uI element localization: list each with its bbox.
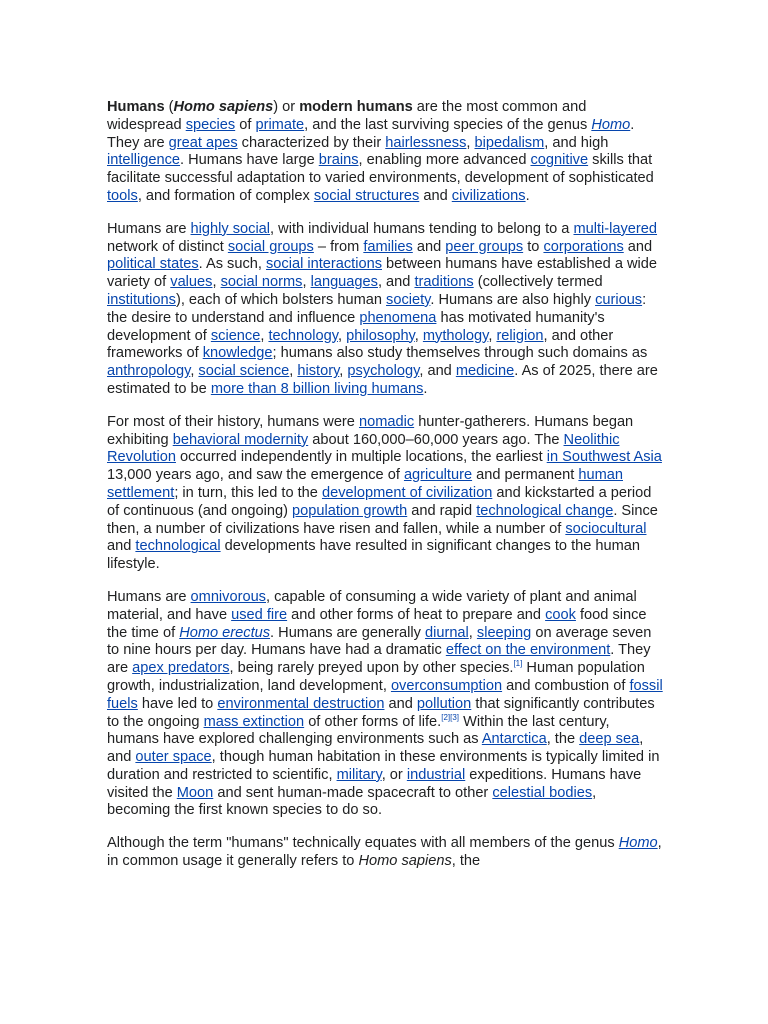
text: , [337, 327, 347, 344]
article-body [107, 99, 663, 886]
link-peer-groups[interactable]: peer groups [445, 238, 524, 255]
text: , [488, 327, 497, 344]
text: , capable of consuming a wide variety of plant and animal material, and have [107, 588, 637, 623]
text: . Humans are also highly [430, 291, 596, 308]
text: , enabling more advanced [358, 152, 531, 169]
text: and other forms of heat to prepare and [287, 606, 546, 623]
link-omnivorous[interactable]: omnivorous [190, 588, 266, 605]
link-psychology[interactable]: psychology [347, 363, 420, 380]
text: and [412, 238, 446, 255]
text: expeditions. Humans have visited the [107, 766, 642, 801]
text: , [414, 327, 423, 344]
text: ) or [273, 99, 300, 115]
link-cook[interactable]: cook [545, 606, 576, 623]
text: skills that facilitate successful adaptation to varied environments, development of sophisticated [107, 152, 654, 187]
text: and permanent [472, 467, 579, 484]
link-effect-on-environment[interactable]: effect on the environment [445, 642, 611, 659]
text: , and [419, 363, 456, 380]
text: food since the time of [107, 606, 647, 641]
text: , and other frameworks of [107, 327, 614, 362]
text: . As of 2025, there are estimated to be [107, 363, 658, 397]
text: , the [451, 853, 481, 870]
link-technological[interactable]: technological [135, 538, 221, 555]
text: ( [164, 99, 174, 115]
link-military[interactable]: military [336, 766, 382, 783]
text: have led to [137, 695, 218, 712]
text: For most of their history, humans were [107, 413, 359, 430]
text: occurred independently in multiple locations, the earliest [175, 449, 547, 466]
text: , [289, 363, 298, 380]
text: . They are [107, 116, 635, 151]
link-cognitive[interactable]: cognitive [530, 152, 589, 169]
text: Although the term "humans" technically equates with all members of the genus [107, 835, 619, 852]
text: , the [546, 731, 580, 748]
link-nomadic[interactable]: nomadic [358, 413, 415, 430]
text: , becoming the first known species to do so. [107, 784, 597, 819]
text: ; humans also study themselves through such domains as [272, 345, 648, 362]
link-behavioral-modernity[interactable]: behavioral modernity [172, 431, 309, 448]
link-religion[interactable]: religion [496, 327, 544, 344]
text: . [525, 187, 530, 204]
text: . They are [107, 642, 651, 677]
link-homo-erectus[interactable] [179, 625, 270, 641]
link-knowledge[interactable]: knowledge [202, 345, 273, 362]
link-mythology[interactable]: mythology [422, 327, 489, 344]
link-political-states[interactable]: political states [107, 256, 199, 273]
link-pollution[interactable]: pollution [416, 695, 472, 712]
text: . [423, 380, 428, 397]
link-science[interactable]: science [210, 327, 261, 344]
text: 13,000 years ago, and saw the emergence of [107, 467, 404, 484]
link-intelligence[interactable]: intelligence [107, 152, 181, 169]
link-development-of-civilization[interactable]: development of civilization [321, 484, 493, 501]
link-hairlessness[interactable]: hairlessness [385, 134, 467, 151]
link-anthropology[interactable]: anthropology [107, 363, 191, 380]
text: : the desire to understand and influence [107, 291, 647, 326]
text: and rapid [407, 502, 477, 519]
link-species[interactable]: species [185, 116, 236, 133]
link-families[interactable]: families [363, 238, 413, 255]
link-technological-change[interactable]: technological change [476, 502, 614, 519]
text: . As such, [198, 256, 266, 273]
text: , [212, 274, 221, 291]
link-apex-predators[interactable]: apex predators [132, 660, 230, 677]
text: Within the last century, humans have explored challenging environments such as [107, 713, 610, 748]
italic-term: Homo sapiens [173, 99, 274, 115]
bold-term [174, 99, 274, 115]
text: and [419, 187, 452, 204]
link-social-science[interactable]: social science [198, 363, 290, 380]
text: that significantly contributes to the ongoing [107, 695, 655, 730]
link-homo[interactable] [591, 117, 630, 133]
link-overconsumption[interactable]: overconsumption [390, 677, 503, 694]
text: on average seven to nine hours per day. Humans have had a dramatic [107, 624, 652, 659]
text: characterized by their [237, 134, 386, 151]
reference-marker[interactable]: [1] [513, 659, 523, 669]
text: and [623, 238, 653, 255]
text: and sent human-made spacecraft to other [213, 784, 493, 801]
text: network of distinct [107, 238, 228, 255]
link-sleeping[interactable]: sleeping [476, 624, 532, 641]
link-primate[interactable]: primate [255, 116, 305, 133]
text: . Since then, a number of civilizations have risen and fallen, while a number of [107, 502, 658, 537]
link-used-fire[interactable]: used fire [231, 606, 288, 623]
paragraph-history [107, 414, 663, 574]
link-history[interactable]: history [297, 363, 340, 380]
link-label: Homo erectus [179, 624, 271, 641]
text: , [339, 363, 348, 380]
link-antarctica[interactable]: Antarctica [481, 731, 547, 748]
link-bipedalism[interactable]: bipedalism [474, 134, 545, 151]
link-outer-space[interactable]: outer space [135, 749, 212, 766]
text: are the most common and widespread [107, 99, 587, 133]
link-mass-extinction[interactable]: mass extinction [203, 713, 305, 730]
link-deep-sea[interactable]: deep sea [579, 731, 640, 748]
link-fossil-fuels[interactable]: fossil fuels [107, 677, 663, 712]
text: , and high [544, 134, 609, 151]
link-southwest-asia[interactable]: in Southwest Asia [546, 449, 662, 466]
text: , [466, 134, 475, 151]
text: to [523, 238, 544, 255]
text: and combustion of [502, 677, 630, 694]
text: developments have resulted in significant changes to the human lifestyle. [107, 538, 641, 573]
reference-marker[interactable]: [2][3] [441, 712, 460, 722]
link-civilizations[interactable]: civilizations [451, 187, 526, 204]
text: (collectively termed [473, 274, 603, 291]
text: . Humans have large [180, 152, 319, 169]
link-neolithic-revolution[interactable]: Neolithic Revolution [107, 431, 620, 466]
text: . Humans are generally [270, 624, 425, 641]
link-technology[interactable]: technology [268, 327, 338, 344]
text: Humans are [107, 220, 191, 237]
text: , [260, 327, 269, 344]
link-social-interactions[interactable]: social interactions [266, 256, 382, 273]
italic-term: Homo sapiens [358, 853, 452, 870]
link-label: Homo [591, 116, 631, 133]
link-social-norms[interactable]: social norms [220, 274, 303, 291]
link-environmental-destruction[interactable]: environmental destruction [217, 695, 385, 712]
link-agriculture[interactable]: agriculture [403, 467, 473, 484]
paragraph-biology [107, 589, 663, 820]
link-tools[interactable]: tools [107, 187, 138, 204]
text: and kickstarted a period of continuous (and ongoing) [107, 484, 652, 519]
text: , [302, 274, 311, 291]
link-philosophy[interactable]: philosophy [346, 327, 415, 344]
link-corporations[interactable]: corporations [543, 238, 624, 255]
link-celestial-bodies[interactable]: celestial bodies [492, 784, 593, 801]
link-social-structures[interactable]: social structures [313, 187, 420, 204]
link-living-humans[interactable]: more than 8 billion living humans [210, 380, 424, 397]
text: of other forms of life. [304, 713, 442, 730]
text: , with individual humans tending to belong to a [270, 220, 574, 237]
link-moon[interactable]: Moon [176, 784, 214, 801]
link-sociocultural[interactable]: sociocultural [565, 520, 647, 537]
link-curious[interactable]: curious [595, 291, 643, 308]
text: , in common usage it generally refers to [107, 835, 662, 870]
text: , though human habitation in these environments is typically limited in duration and restricted to scientific, [107, 749, 660, 783]
link-diurnal[interactable]: diurnal [424, 624, 469, 641]
text: and [107, 538, 136, 555]
link-great-apes[interactable]: great apes [168, 134, 238, 151]
link-homo[interactable] [619, 835, 658, 851]
link-phenomena[interactable]: phenomena [359, 309, 437, 326]
text: ), each of which bolsters human [175, 291, 387, 308]
paragraph-society [107, 221, 663, 399]
text: , and [377, 274, 415, 291]
text: , and formation of complex [137, 187, 314, 204]
text: ; in turn, this led to the [174, 484, 322, 501]
link-medicine[interactable]: medicine [455, 363, 515, 380]
text: about 160,000–60,000 years ago. The [308, 431, 564, 448]
bold-term: modern humans [299, 99, 413, 115]
link-society[interactable]: society [386, 291, 431, 308]
text: , [468, 624, 477, 641]
text: , being rarely preyed upon by other species. [229, 660, 514, 677]
text: , and [107, 731, 644, 766]
link-multi-layered[interactable]: multi-layered [573, 220, 658, 237]
link-values[interactable]: values [170, 274, 213, 291]
link-human-settlement[interactable]: human settlement [107, 467, 623, 501]
text: of [235, 116, 256, 133]
text: Human population growth, industrialization, land development, [107, 660, 645, 694]
link-brains[interactable]: brains [318, 152, 359, 169]
link-traditions[interactable]: traditions [414, 274, 474, 291]
text: hunter-gatherers. Humans began exhibiting [107, 413, 634, 448]
text: , [190, 363, 199, 380]
link-industrial[interactable]: industrial [406, 766, 466, 783]
link-social-groups[interactable]: social groups [227, 238, 314, 255]
paragraph-intro [107, 99, 663, 206]
text: has motivated humanity's development of [107, 309, 605, 344]
link-label: Homo [618, 835, 658, 852]
bold-term: Humans [107, 99, 165, 115]
text: , and the last surviving species of the genus [304, 116, 592, 133]
link-highly-social[interactable]: highly social [190, 220, 271, 237]
text: between humans have established a wide variety of [107, 256, 658, 291]
link-population-growth[interactable]: population growth [292, 502, 408, 519]
text: and [384, 695, 417, 712]
text: Humans are [107, 588, 191, 605]
paragraph-terminology [107, 835, 663, 871]
text: – from [313, 238, 364, 255]
link-languages[interactable]: languages [310, 274, 378, 291]
text: , or [381, 766, 407, 783]
link-institutions[interactable]: institutions [107, 291, 176, 308]
